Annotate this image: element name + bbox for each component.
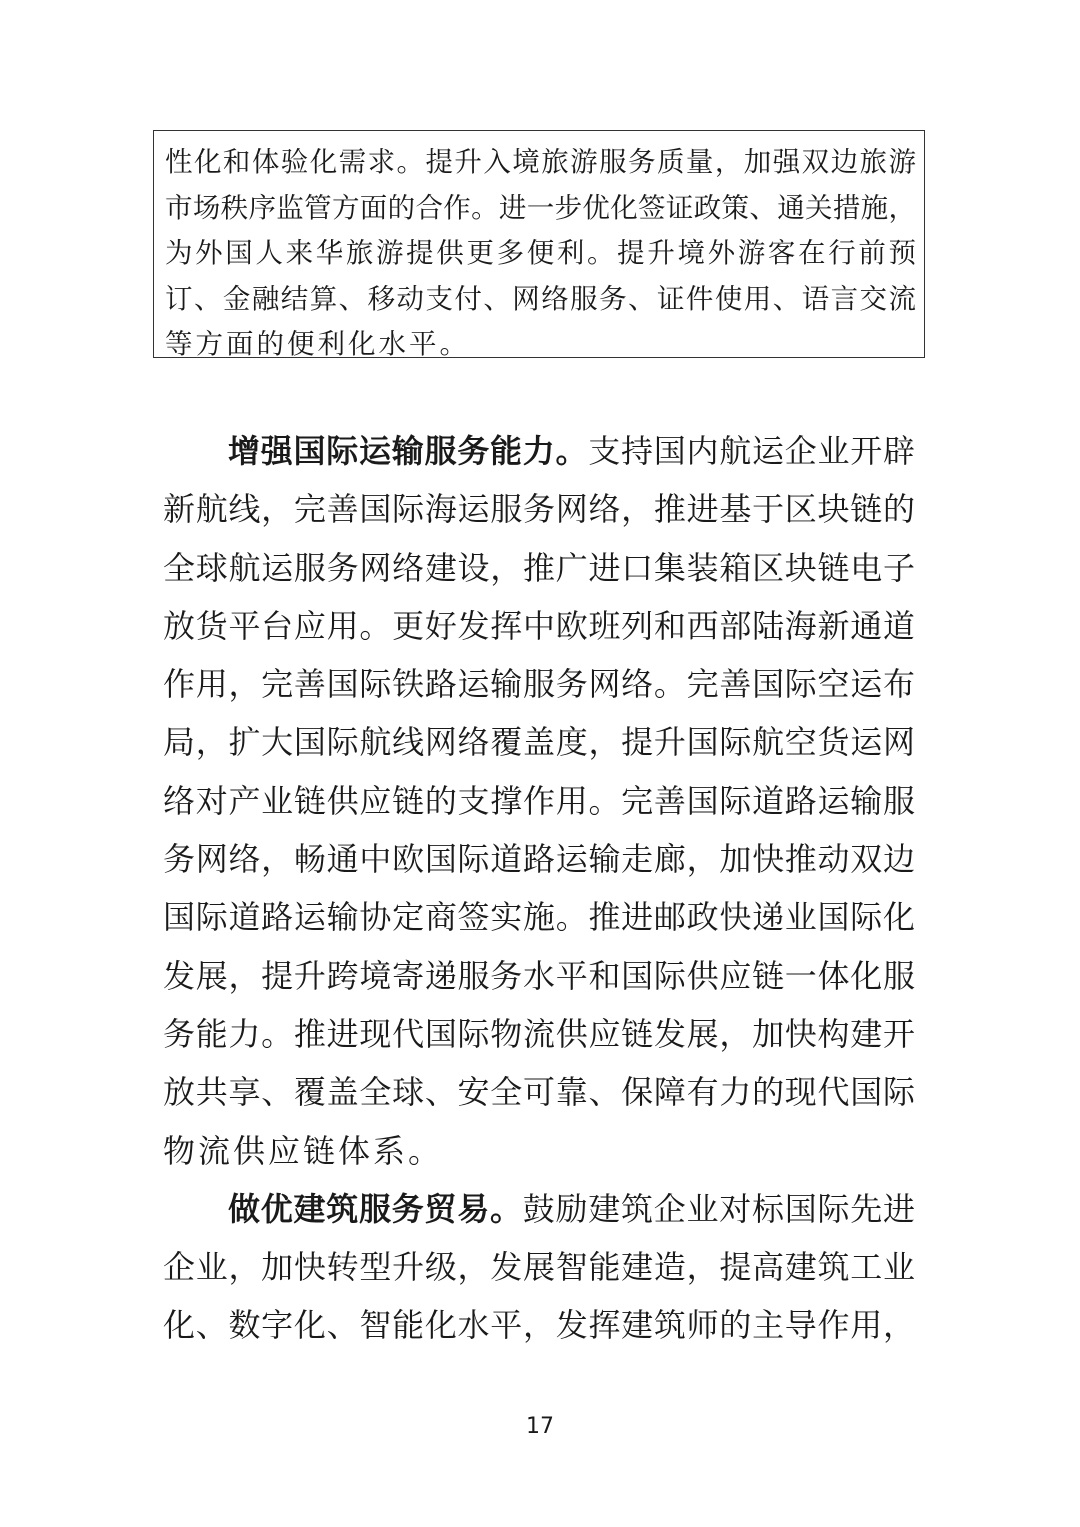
- boxed-note-line: 等方面的便利化水平。: [165, 328, 470, 360]
- paragraph-line: 国际道路运输协定商签实施。推进邮政快递业国际化: [163, 898, 915, 937]
- paragraph-line: 企业，加快转型升级，发展智能建造，提高建筑工业: [163, 1248, 915, 1287]
- paragraph-text: 鼓励建筑企业对标国际先进: [522, 1189, 915, 1228]
- paragraph-line: 务能力。推进现代国际物流供应链发展，加快构建开: [163, 1014, 915, 1053]
- paragraph-transport-first-line: [163, 422, 915, 480]
- boxed-note-line: 为外国人来华旅游提供更多便利。提升境外游客在行前预: [165, 237, 916, 269]
- paragraph-line: 作用，完善国际铁路运输服务网络。完善国际空运布: [163, 665, 915, 704]
- boxed-note-line: 订、金融结算、移动支付、网络服务、证件使用、语言交流: [165, 282, 916, 315]
- paragraph-line: 放货平台应用。更好发挥中欧班列和西部陆海新通道: [163, 606, 915, 645]
- boxed-note-line: 市场秩序监管方面的合作。进一步优化签证政策、通关措施，: [165, 191, 916, 224]
- boxed-note: [153, 130, 925, 358]
- paragraph-text: 支持国内航运企业开辟: [588, 432, 915, 470]
- paragraph-line: 局，扩大国际航线网络覆盖度，提升国际航空货运网: [163, 723, 915, 762]
- section-heading-construction: 做优建筑服务贸易。: [228, 1189, 523, 1228]
- paragraph-line: 务网络，畅通中欧国际道路运输走廊，加快推动双边: [163, 840, 915, 879]
- paragraph-line: 新航线，完善国际海运服务网络，推进基于区块链的: [163, 490, 915, 529]
- body-text: [163, 422, 915, 1355]
- paragraph-line: 络对产业链供应链的支撑作用。完善国际道路运输服: [163, 781, 915, 820]
- section-heading-transport: 增强国际运输服务能力。: [228, 432, 589, 470]
- paragraph-construction-first-line: [163, 1180, 915, 1238]
- page-number: 17: [526, 1414, 554, 1439]
- paragraph-line: 物流供应链体系。: [163, 1131, 444, 1170]
- paragraph-line: 全球航运服务网络建设，推广进口集装箱区块链电子: [163, 548, 915, 587]
- boxed-note-line: 性化和体验化需求。提升入境旅游服务质量，加强双边旅游: [165, 146, 916, 178]
- paragraph-line: 发展，提升跨境寄递服务水平和国际供应链一体化服: [163, 956, 915, 995]
- paragraph-line: 放共享、覆盖全球、安全可靠、保障有力的现代国际: [163, 1073, 915, 1112]
- paragraph-line: 化、数字化、智能化水平，发挥建筑师的主导作用，: [163, 1306, 915, 1345]
